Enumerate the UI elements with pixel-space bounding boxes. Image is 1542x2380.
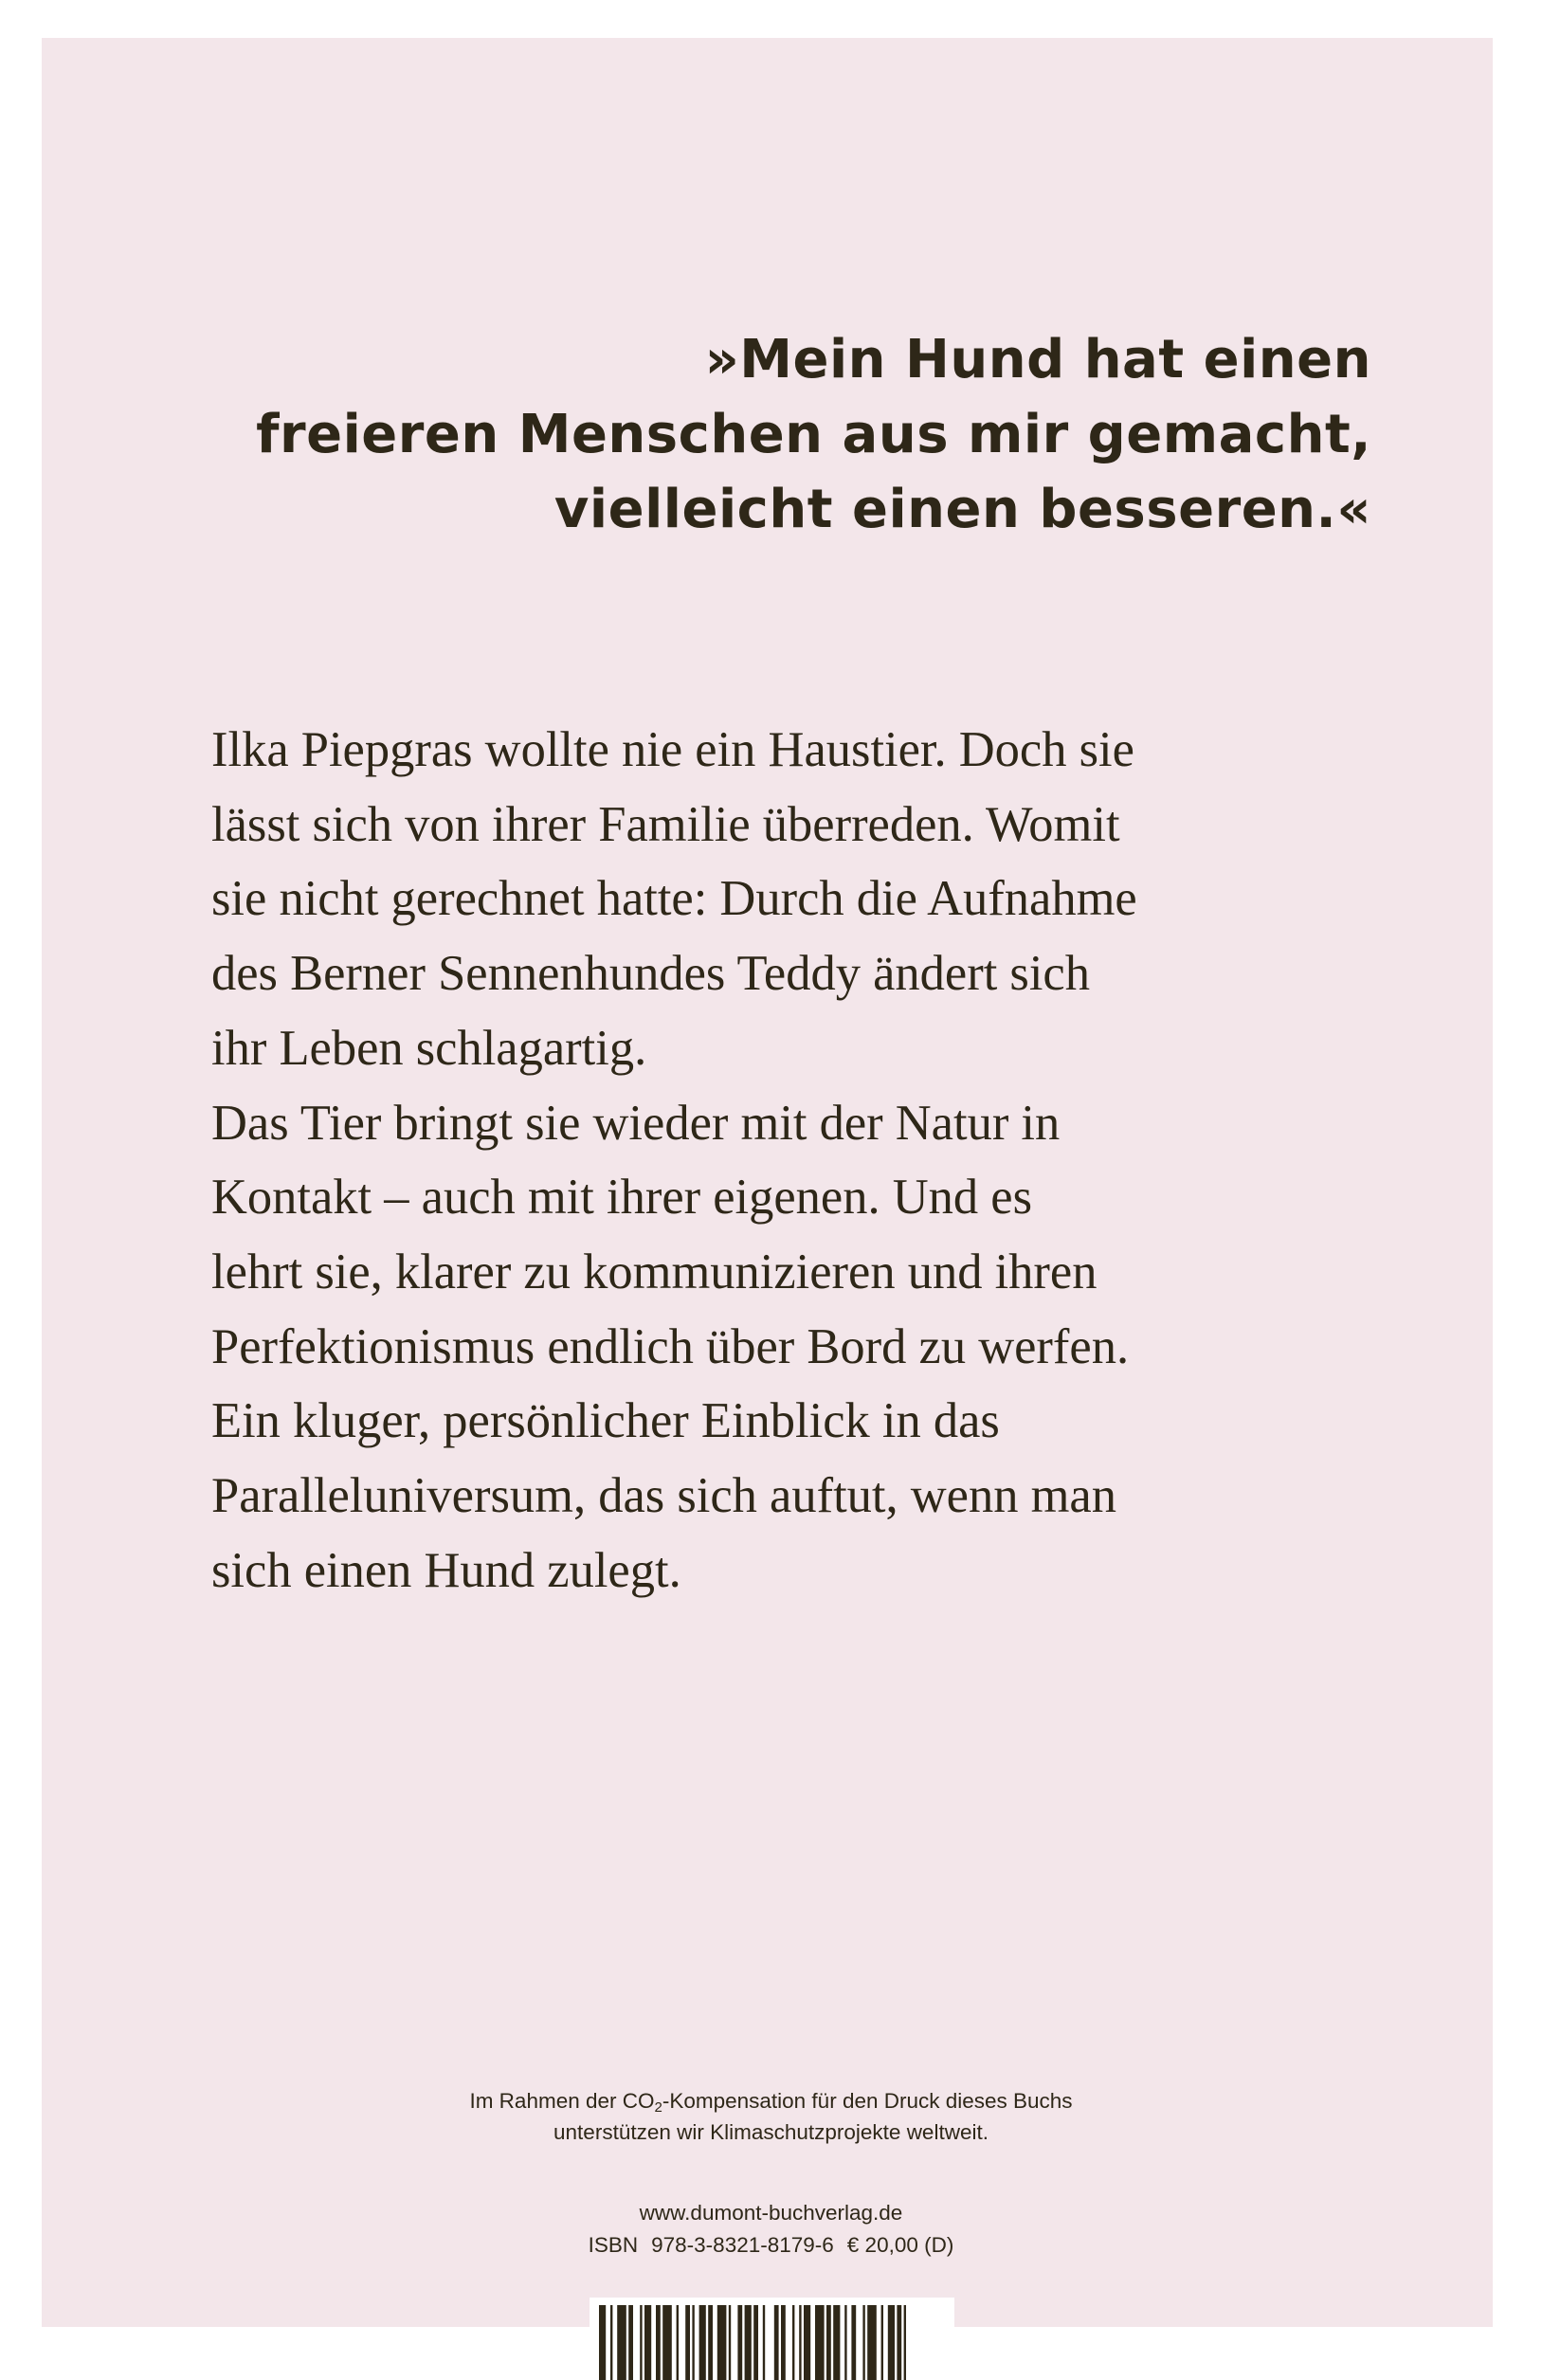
barcode-bar — [763, 2305, 765, 2380]
barcode-bar — [826, 2305, 831, 2380]
blurb-line: des Berner Sennenhundes Teddy ändert sich — [211, 946, 1090, 1002]
barcode-bar — [774, 2305, 779, 2380]
barcode-bar — [804, 2305, 810, 2380]
barcode-bar — [799, 2305, 801, 2380]
barcode-bar — [729, 2305, 731, 2380]
barcode-bar — [662, 2305, 672, 2380]
barcode-bar — [692, 2305, 694, 2380]
publisher-info — [0, 2197, 1542, 2262]
blurb-line: sich einen Hund zulegt. — [211, 1542, 681, 1598]
climate-note — [0, 2085, 1542, 2148]
barcode-bar — [685, 2305, 690, 2380]
barcode-bar — [781, 2305, 786, 2380]
barcode-bar — [617, 2305, 626, 2380]
barcode-bar — [844, 2305, 846, 2380]
price: € 20,00 (D) — [846, 2233, 954, 2257]
barcode-bar — [904, 2305, 906, 2380]
barcode-bar — [897, 2305, 901, 2380]
barcode-bar — [644, 2305, 651, 2380]
barcode-bar — [737, 2305, 742, 2380]
blurb-line: sie nicht gerechnet hatte: Durch die Aufnahme — [211, 871, 1137, 927]
barcode-bar — [599, 2305, 606, 2380]
barcode-bar — [862, 2305, 864, 2380]
barcode-bar — [851, 2305, 856, 2380]
barcode-bar — [677, 2305, 679, 2380]
barcode-bar — [656, 2305, 661, 2380]
isbn-label: ISBN — [588, 2233, 639, 2257]
barcode-bar — [867, 2305, 877, 2380]
barcode-bar — [815, 2305, 825, 2380]
climate-note-suffix: -Kompensation für den Druck dieses Buchs — [662, 2089, 1073, 2113]
barcode-bar — [881, 2305, 883, 2380]
climate-note-prefix: Im Rahmen der CO — [469, 2089, 655, 2113]
blurb-line: Paralleluniversum, das sich auftut, wenn man — [211, 1468, 1116, 1524]
barcode-bar — [628, 2305, 633, 2380]
barcode-graphic — [590, 2298, 954, 2380]
quote-line: vielleicht einen besseren.« — [553, 479, 1371, 540]
blurb-line: Ilka Piepgras wollte nie ein Haustier. Doch sie — [211, 722, 1134, 777]
barcode-bar — [833, 2305, 840, 2380]
isbn-line — [0, 2229, 1542, 2262]
isbn-number: 978-3-8321-8179-6 — [651, 2233, 834, 2257]
publisher-website: www.dumont-buchverlag.de — [639, 2201, 903, 2225]
blurb-line: Kontakt – auch mit ihrer eigenen. Und es — [211, 1170, 1032, 1226]
blurb-line: ihr Leben schlagartig. — [211, 1020, 647, 1076]
barcode-bar — [745, 2305, 752, 2380]
cover-quote — [234, 322, 1371, 547]
barcode-bar — [640, 2305, 642, 2380]
climate-note-line-2: unterstützen wir Klimaschutzprojekte weltweit. — [553, 2120, 989, 2144]
climate-note-subscript: 2 — [654, 2099, 662, 2116]
barcode-bar — [717, 2305, 727, 2380]
blurb-line: Perfektionismus endlich über Bord zu werfen. — [211, 1318, 1130, 1374]
blurb-text — [211, 713, 1349, 1608]
quote-line: freieren Menschen aus mir gemacht, — [256, 404, 1371, 465]
barcode-bar — [708, 2305, 713, 2380]
blurb-line: Ein kluger, persönlicher Einblick in das — [211, 1393, 1000, 1449]
climate-note-line-1 — [0, 2085, 1542, 2117]
blurb-line: lehrt sie, klarer zu kommunizieren und ihren — [211, 1244, 1098, 1299]
barcode-bar — [753, 2305, 758, 2380]
blurb-line: Das Tier bringt sie wieder mit der Natur in — [211, 1095, 1061, 1151]
barcode — [590, 2298, 954, 2380]
barcode-bar — [699, 2305, 706, 2380]
blurb-line: lässt sich von ihrer Familie überreden. Womit — [211, 796, 1120, 852]
barcode-bar — [792, 2305, 794, 2380]
barcode-bar — [888, 2305, 895, 2380]
barcode-bar — [610, 2305, 612, 2380]
quote-line: »Mein Hund hat einen — [704, 329, 1371, 391]
